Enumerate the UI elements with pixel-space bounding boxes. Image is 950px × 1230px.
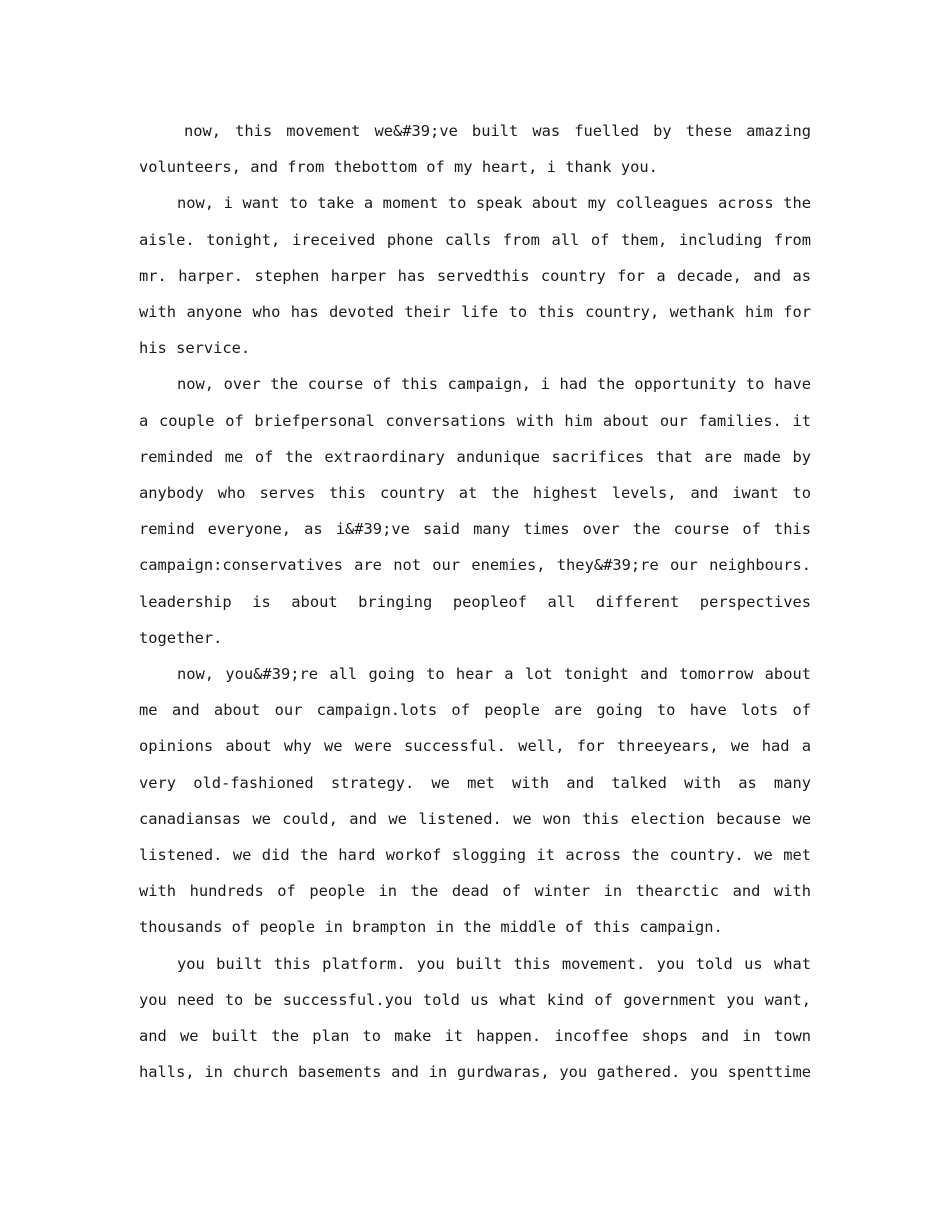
paragraph-volunteers: now, this movement we&#39;ve built was fuelled by these amazing volunteers, and from thebottom of my heart, i thank you. (139, 122, 811, 177)
paragraph-platform: you built this platform. you built this movement. you told us what you need to be successful.you told us what kind of government you want, and we built the plan to make it happen. incoffee shops and in town halls, in church basements and in gurdwaras, you gathered. you spenttime (139, 954, 811, 1082)
paragraph-campaign: now, you&#39;re all going to hear a lot tonight and tomorrow about me and about our campaign.lots of people are going to have lots of opinions about why we were successful. well, for threeyears, we had a very old-fashioned strategy. we met with and talked with as many canadiansas we could, and we listened. we won this election because we listened. we did the hard workof slogging it across the country. we met with hundreds of people in the dead of winter in thearctic and with thousands of people in brampton in the middle of this campaign. (139, 665, 811, 937)
document-body (139, 113, 811, 1090)
paragraph-conversations: now, over the course of this campaign, i had the opportunity to have a couple of briefpersonal conversations with him about our families. it reminded me of the extraordinary andunique sacrifices that are made by anybody who serves this country at the highest levels, and iwant to remind everyone, as i&#39;ve said many times over the course of this campaign:conservatives are not our enemies, they&#39;re our neighbours. leadership is about bringing peopleof all different perspectives together. (139, 375, 811, 647)
paragraph-colleagues: now, i want to take a moment to speak about my colleagues across the aisle. tonight, ireceived phone calls from all of them, including from mr. harper. stephen harper has servedthis country for a decade, and as with anyone who has devoted their life to this country, wethank him for his service. (139, 194, 811, 358)
